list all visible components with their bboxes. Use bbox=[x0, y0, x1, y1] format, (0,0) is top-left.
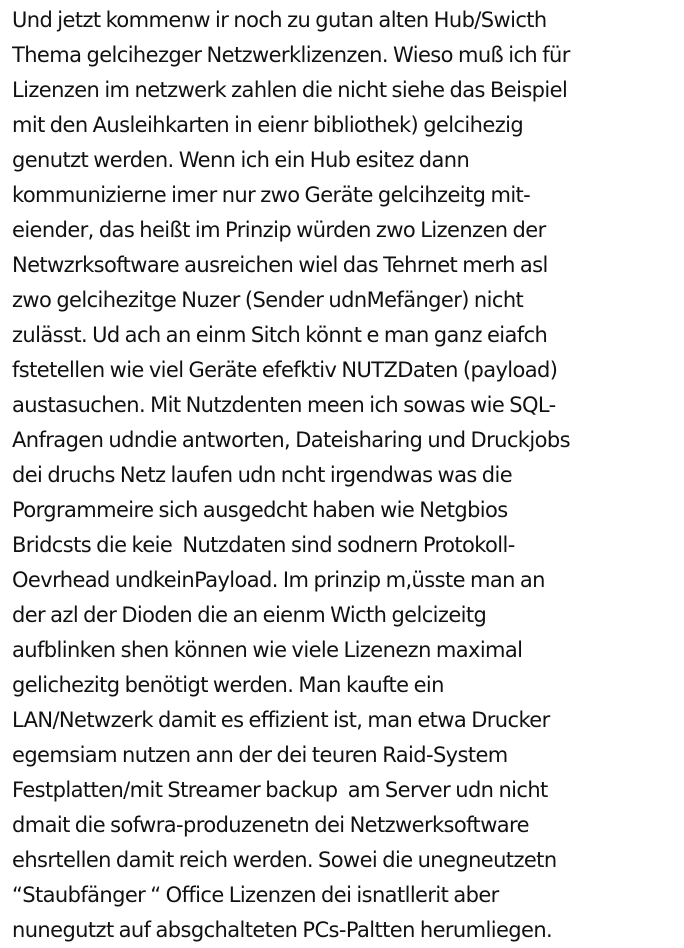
text-line: ehsrtellen damit reich werden. Sowei die unegneutzetn bbox=[12, 848, 557, 872]
text-line: Porgrammeire sich ausgedcht haben wie Netgbios bbox=[12, 498, 508, 522]
text-line: dei druchs Netz laufen udn ncht irgendwas was die bbox=[12, 463, 513, 487]
text-line: Oevrhead undkeinPayload. Im prinzip m,üsste man an bbox=[12, 568, 545, 592]
text-line: Lizenzen im netzwerk zahlen die nicht siehe das Beispiel bbox=[12, 78, 568, 102]
text-line: nunegutzt auf absgchalteten PCs-Paltten herumliegen. bbox=[12, 918, 553, 942]
text-line: mit den Ausleihkarten in eienr bibliothek) gelcihezig bbox=[12, 113, 524, 137]
text-line: zulässt. Ud ach an einm Sitch könnt e man ganz eiafch bbox=[12, 323, 548, 347]
text-line: austasuchen. Mit Nutzdenten meen ich sowas wie SQL- bbox=[12, 393, 556, 417]
text-line: dmait die sofwra-produzenetn dei Netzwerksoftware bbox=[12, 813, 529, 837]
text-line: Bridcsts die keie Nutzdaten sind sodnern Protokoll- bbox=[12, 533, 515, 557]
text-line: zwo gelcihezitge Nuzer (Sender udnMefänger) nicht bbox=[12, 288, 524, 312]
text-line: genutzt werden. Wenn ich ein Hub esitez dann bbox=[12, 148, 470, 172]
text-line: kommunizierne imer nur zwo Geräte gelcihzeitg mit- bbox=[12, 183, 531, 207]
text-line: der azl der Dioden die an eienm Wicth gelcizeitg bbox=[12, 603, 487, 627]
text-line: Festplatten/mit Streamer backup am Server udn nicht bbox=[12, 778, 548, 802]
text-line: gelichezitg benötigt werden. Man kaufte ein bbox=[12, 673, 444, 697]
body-text bbox=[12, 3, 680, 948]
text-line: “Staubfänger “ Office Lizenzen dei isnatllerit aber bbox=[12, 883, 499, 907]
text-line: aufblinken shen können wie viele Lizenezn maximal bbox=[12, 638, 523, 662]
text-line: Thema gelcihezger Netzwerklizenzen. Wieso muß ich für bbox=[12, 43, 570, 67]
text-line: Und jetzt kommenw ir noch zu gutan alten Hub/Swicth bbox=[12, 8, 547, 32]
text-line: eiender, das heißt im Prinzip würden zwo Lizenzen der bbox=[12, 218, 546, 242]
text-line: egemsiam nutzen ann der dei teuren Raid-System bbox=[12, 743, 508, 767]
text-line: fstetellen wie viel Geräte efefktiv NUTZDaten (payload) bbox=[12, 358, 558, 382]
text-line: Anfragen udndie antworten, Dateisharing und Druckjobs bbox=[12, 428, 570, 452]
text-line: Netwzrksoftware ausreichen wiel das Tehrnet merh asl bbox=[12, 253, 548, 277]
text-line: LAN/Netwzerk damit es effizient ist, man etwa Drucker bbox=[12, 708, 550, 732]
